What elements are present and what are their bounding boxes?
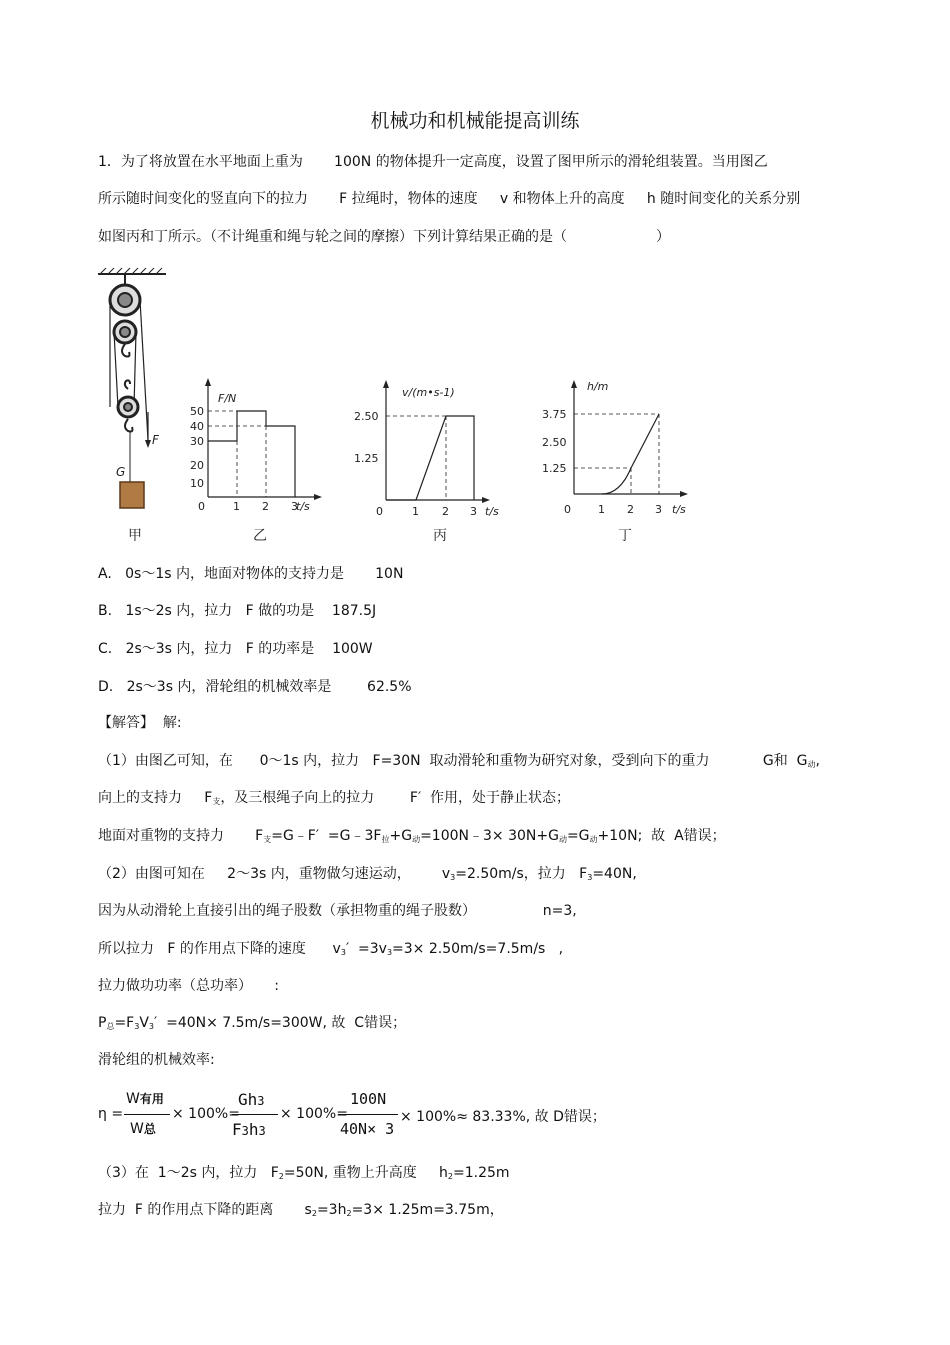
solution-step2-line2: 因为从动滑轮上直接引出的绳子股数（承担物重的绳子股数） n=3, — [98, 903, 577, 919]
fraction-n-den: 40N× 3 — [340, 1120, 395, 1138]
bing-y-tick: 2.50 — [354, 410, 379, 423]
bing-x-tick: 0 — [376, 505, 383, 518]
yi-y-axis: F/N — [218, 392, 237, 405]
ding-x-tick: 0 — [564, 503, 571, 516]
question-line-2: 所示随时间变化的竖直向下的拉力 F 拉绳时，物体的速度 v 和物体上升的高度 h 随时间变化的关系分别 — [98, 191, 801, 207]
eta-times-3: × 100%≈ 83.33%, 故 D错误； — [400, 1109, 606, 1125]
solution-step2-line3: 所以拉力 F 的作用点下降的速度 $v_3' =3v_3=3\times 2.50m/s=7.5m/s$ , — [98, 941, 564, 957]
question-line-3: 如图丙和丁所示。（不计绳重和绳与轮之间的摩擦）下列计算结果正确的是（ ） — [98, 229, 671, 245]
figures-panel — [90, 262, 710, 552]
ding-y-tick: 1.25 — [542, 462, 567, 475]
solution-step1-line2: 向上的支持力 $F_支$，及三根绳子向上的拉力 F′ 作用，处于静止状态； — [98, 790, 571, 806]
yi-y-tick: 30 — [190, 435, 204, 448]
eta-times-2: × 100%= — [280, 1106, 348, 1122]
weight-label: G — [116, 465, 126, 479]
solution-step2-line1: （2）由图可知在 2～3s 内，重物做匀速运动， $v_3=2.50m/s$，拉力 $F_3=40N$, — [98, 866, 637, 882]
yi-y-tick: 10 — [190, 477, 204, 490]
bing-x-tick: 1 — [412, 505, 419, 518]
solution-step1-line3: 地面对重物的支持力 $F_支=G﹣F'$ $=G﹣3F_拉+G_动=100N﹣3\times 30N+G_动=G_动+10N$; 故 A错误； — [98, 828, 726, 844]
bing-x-axis: t/s — [485, 505, 499, 518]
yi-y-tick: 40 — [190, 420, 204, 433]
eta-prefix: η = — [98, 1106, 124, 1122]
fraction-w-den: W总 — [130, 1121, 156, 1137]
question-line-1: 1．为了将放置在水平地面上重为 100N 的物体提升一定高度，设置了图甲所示的滑轮组装置。当用图乙 — [98, 154, 768, 170]
ding-y-axis: h/m — [587, 380, 609, 393]
fraction-g-num: Gh3 — [238, 1090, 265, 1109]
solution-step3-line1: （3）在 1～2s 内，拉力 $F_2=50N$, 重物上升高度 $h_2=1.25m$ — [98, 1165, 510, 1181]
yi-x-axis: t/s — [296, 500, 310, 513]
yi-x-tick: 0 — [198, 500, 205, 513]
efficiency-formula — [98, 1088, 658, 1146]
ding-x-tick: 1 — [598, 503, 605, 516]
solution-step3-line2: 拉力 F 的作用点下降的距离 $s_2=3h_2=3\times 1.25m=3.75m$， — [98, 1202, 504, 1218]
ding-x-tick: 3 — [655, 503, 662, 516]
ding-x-tick: 2 — [627, 503, 634, 516]
figure-ding-label: 丁 — [618, 528, 632, 544]
solution-step2-line5: $P_总=F_3V_3' =40N\times 7.5m/s=300W$, 故 C错误； — [98, 1015, 407, 1031]
page-title: 机械功和机械能提高训练 — [370, 110, 580, 132]
solution-step1-line1: （1）由图乙可知，在 0～1s 内，拉力 F=30N 取动滑轮和重物为研究对象，受到向下的重力 G和 $G_动$, — [98, 753, 820, 769]
option-c: C. 2s～3s 内，拉力 F 的功率是 100W — [98, 641, 373, 657]
yi-x-tick: 1 — [233, 500, 240, 513]
fraction-n-num: 100N — [350, 1090, 387, 1108]
option-d: D. 2s～3s 内，滑轮组的机械效率是 62.5% — [98, 679, 412, 695]
bing-x-tick: 2 — [442, 505, 449, 518]
solution-step2-line6: 滑轮组的机械效率: — [98, 1052, 215, 1068]
force-label: F — [152, 433, 159, 447]
eta-times-1: × 100%= — [172, 1106, 240, 1122]
fraction-g-den: F3h3 — [232, 1120, 266, 1139]
solution-header: 【解答】 解: — [98, 715, 182, 731]
bing-x-tick: 3 — [470, 505, 477, 518]
bing-y-axis: v/(m•s-1) — [402, 386, 455, 399]
option-a: A. 0s～1s 内，地面对物体的支持力是 10N — [98, 566, 404, 582]
solution-step2-line4: 拉力做功功率（总功率） : — [98, 978, 279, 994]
yi-y-tick: 50 — [190, 405, 204, 418]
figure-jia — [98, 268, 166, 508]
yi-y-tick: 20 — [190, 459, 204, 472]
bing-y-tick: 1.25 — [354, 452, 379, 465]
yi-x-tick: 2 — [262, 500, 269, 513]
ding-x-axis: t/s — [672, 503, 686, 516]
figure-ding — [571, 380, 688, 497]
ding-y-tick: 2.50 — [542, 436, 567, 449]
yi-x-tick: 3 — [291, 500, 298, 513]
figure-jia-label: 甲 — [128, 528, 142, 544]
figure-yi-label: 乙 — [253, 528, 267, 544]
figure-bing-label: 丙 — [433, 528, 447, 544]
fraction-w-num: W有用 — [126, 1091, 164, 1107]
ding-y-tick: 3.75 — [542, 408, 567, 421]
option-b: B. 1s～2s 内，拉力 F 做的功是 187.5J — [98, 603, 377, 619]
